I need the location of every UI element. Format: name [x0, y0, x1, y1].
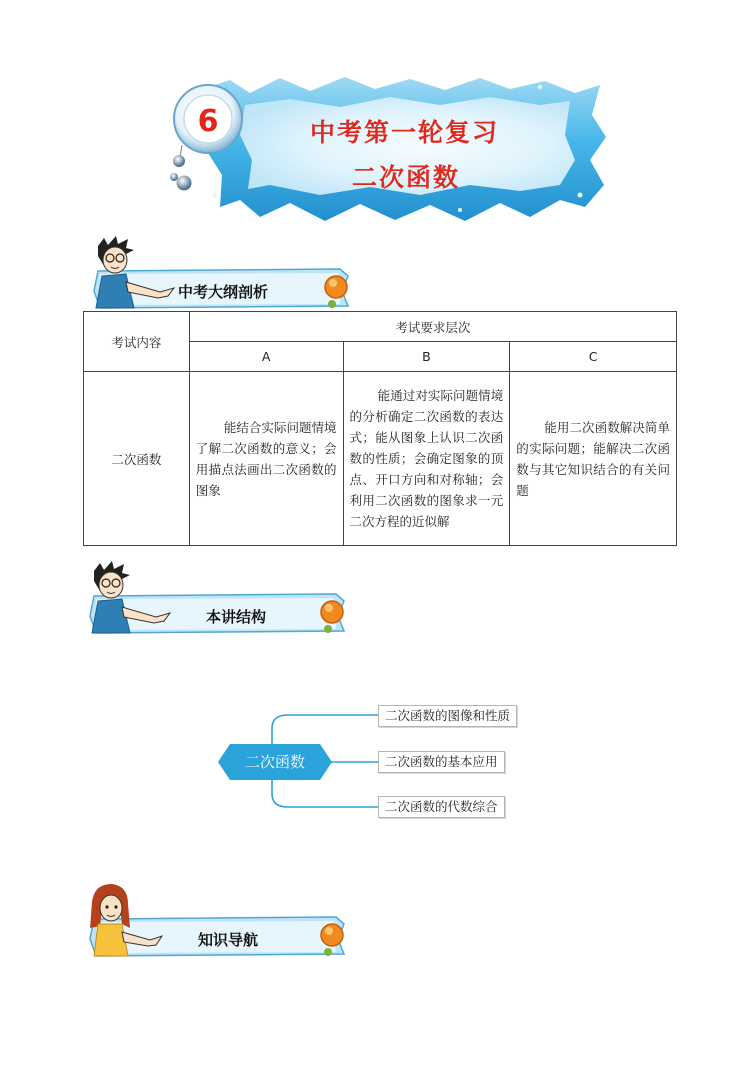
chapter-banner: [160, 75, 610, 225]
chapter-number: 6: [197, 104, 219, 139]
section-title-knowledge: 知识导航: [198, 931, 259, 949]
mindmap-branch: 二次函数的基本应用: [378, 751, 505, 773]
page-title: 中考第一轮复习: [310, 118, 500, 147]
table-header-requirement: 考试要求层次: [189, 312, 676, 342]
section-title-syllabus: 中考大纲剖析: [178, 283, 269, 301]
page-subtitle: 二次函数: [352, 163, 461, 192]
section-header-structure: [86, 561, 351, 637]
section-title-structure: 本讲结构: [206, 608, 267, 626]
table-cell-level-c: 能用二次函数解决简单的实际问题；能解决二次函数与其它知识结合的有关问题: [510, 372, 677, 546]
mindmap-branch: 二次函数的图像和性质: [378, 705, 517, 727]
table-level-a: A: [189, 342, 343, 372]
table-row-topic: 二次函数: [84, 372, 190, 546]
table-cell-level-a: 能结合实际问题情境了解二次函数的意义；会用描点法画出二次函数的图象: [189, 372, 343, 546]
banner-background: [160, 75, 610, 225]
section-header-syllabus: [90, 236, 355, 312]
table-header-content: 考试内容: [84, 312, 190, 372]
table-level-c: C: [510, 342, 677, 372]
table-cell-level-b: 能通过对实际问题情境的分析确定二次函数的表达式；能从图象上认识二次函数的性质；会确定图象的顶点、开口方向和对称轴；会利用二次函数的图象求一元二次方程的近似解: [343, 372, 510, 546]
syllabus-table: [83, 311, 677, 546]
mindmap-branch: 二次函数的代数综合: [378, 796, 505, 818]
table-level-b: B: [343, 342, 510, 372]
section-header-knowledge: [86, 884, 351, 960]
mindmap-center-label: 二次函数: [244, 753, 305, 771]
